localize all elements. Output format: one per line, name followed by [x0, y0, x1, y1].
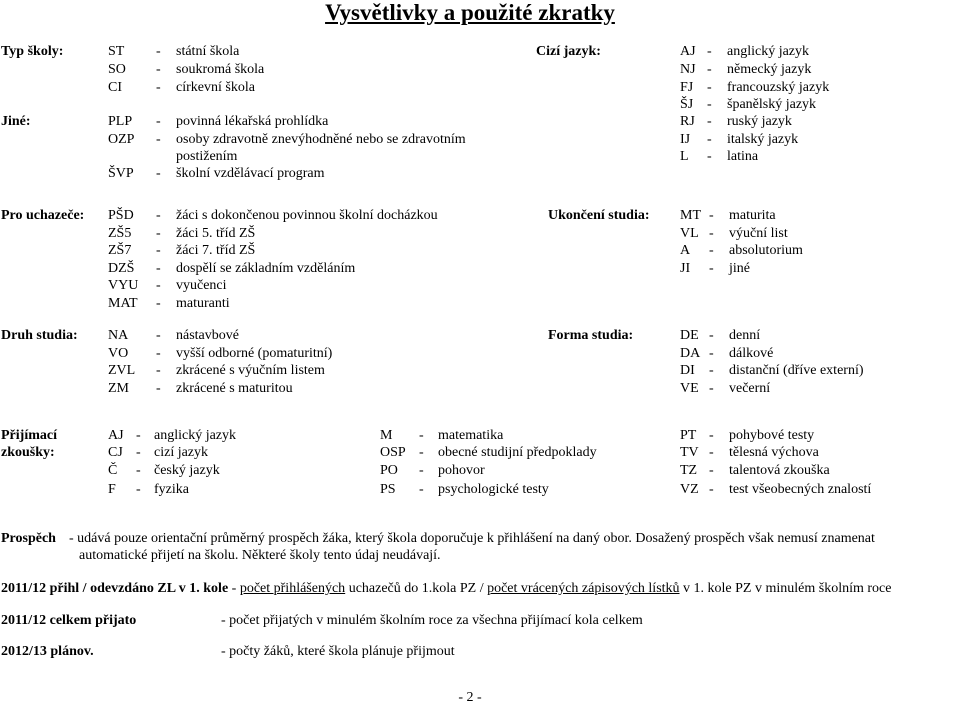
- abbrev-label: francouzský jazyk: [727, 80, 830, 95]
- dash: -: [707, 44, 712, 59]
- dash: -: [709, 226, 714, 241]
- abbrev-label: španělský jazyk: [727, 97, 817, 112]
- abbrev-label: jiné: [729, 261, 750, 276]
- abbrev-code: PLP: [108, 114, 133, 129]
- dash: -: [156, 363, 161, 378]
- dash: -: [156, 381, 161, 396]
- dash: -: [707, 80, 712, 95]
- abbrev-label: soukromá škola: [176, 62, 265, 77]
- dash: -: [707, 114, 712, 129]
- prospech-description-continued: automatické přijetí na školu. Některé školy tento údaj neudávají.: [79, 548, 441, 563]
- abbrev-code: CI: [108, 80, 122, 95]
- abbrev-code: M: [380, 428, 393, 443]
- abbrev-label: zkrácené s výučním listem: [176, 363, 325, 378]
- abbrev-label: večerní: [729, 381, 771, 396]
- dash: -: [156, 208, 161, 223]
- applications-2011-row: [1, 581, 891, 597]
- abbrev-code: FJ: [680, 80, 694, 95]
- abbrev-label: dálkové: [729, 346, 774, 361]
- dash: -: [709, 261, 714, 276]
- dash: -: [156, 296, 161, 311]
- abbrev-code: SO: [108, 62, 126, 77]
- abbrev-label: matematika: [438, 428, 504, 443]
- abbrev-label: test všeobecných znalostí: [729, 482, 872, 497]
- abbrev-code: DA: [680, 346, 701, 361]
- separator: -: [228, 581, 240, 596]
- applications-2011-end: v 1. kole PZ v minulém školním roce: [679, 581, 892, 596]
- dash: -: [156, 80, 161, 95]
- abbrev-label: anglický jazyk: [727, 44, 810, 59]
- abbrev-label: český jazyk: [154, 463, 220, 478]
- prospech-description: - udává pouze orientační průměrný prospěch žáka, který škola doporučuje k přihlášení na daný obor. Dosažený prospěch však nemusí znamenat: [69, 531, 875, 546]
- dash: -: [709, 243, 714, 258]
- abbrev-code: VL: [680, 226, 699, 241]
- abbrev-code: TV: [680, 445, 699, 460]
- planned-2012-description: - počty žáků, které škola plánuje přijmout: [221, 644, 455, 659]
- abbrev-label: denní: [729, 328, 761, 343]
- other-heading: Jiné:: [1, 114, 31, 129]
- abbrev-code: ŠJ: [680, 97, 694, 112]
- abbrev-label: maturanti: [176, 296, 230, 311]
- abbrev-code: OZP: [108, 132, 135, 147]
- abbrev-code: DI: [680, 363, 695, 378]
- abbrev-label: ruský jazyk: [727, 114, 792, 129]
- abbrev-label: německý jazyk: [727, 62, 812, 77]
- abbrev-code: AJ: [680, 44, 696, 59]
- abbrev-label: žáci 5. tříd ZŠ: [176, 226, 256, 241]
- dash: -: [156, 114, 161, 129]
- abbrev-code: PO: [380, 463, 398, 478]
- prospech-term: Prospěch: [1, 531, 56, 546]
- dash: -: [156, 62, 161, 77]
- study-form-heading: Forma studia:: [548, 328, 634, 343]
- abbrev-code: ZVL: [108, 363, 136, 378]
- abbrev-label: cizí jazyk: [154, 445, 209, 460]
- abbrev-label: dospělí se základním vzděláním: [176, 261, 356, 276]
- page-title: Vysvětlivky a použité zkratky: [325, 0, 615, 25]
- school-types-heading: Typ školy:: [1, 44, 64, 59]
- abbrev-code: NJ: [680, 62, 696, 77]
- dash: -: [136, 482, 141, 497]
- dash: -: [419, 445, 424, 460]
- applications-2011-mid: uchazečů do 1.kola PZ /: [345, 581, 488, 596]
- abbrev-code: L: [680, 149, 689, 164]
- abbrev-label: školní vzdělávací program: [176, 166, 325, 181]
- abbrev-label: zkrácené s maturitou: [176, 381, 293, 396]
- abbrev-label: státní škola: [176, 44, 240, 59]
- abbrev-label: osoby zdravotně znevýhodněné nebo se zdravotním: [176, 132, 466, 147]
- abbrev-label: výuční list: [729, 226, 788, 241]
- abbrev-label: psychologické testy: [438, 482, 549, 497]
- accepted-2011-description: - počet přijatých v minulém školním roce za všechna přijímací kola celkem: [221, 613, 643, 628]
- abbrev-code: AJ: [108, 428, 124, 443]
- abbrev-code: IJ: [680, 132, 691, 147]
- abbrev-code: VE: [680, 381, 699, 396]
- returned-slips-label: počet vrácených zápisových lístků: [487, 581, 680, 596]
- abbrev-code: A: [680, 243, 691, 258]
- abbrev-label: nástavbové: [176, 328, 239, 343]
- abbrev-code: Č: [108, 463, 118, 478]
- abbrev-code: MAT: [108, 296, 138, 311]
- dash: -: [709, 363, 714, 378]
- abbrev-code: ŠVP: [108, 166, 134, 181]
- abbrev-label: maturita: [729, 208, 776, 223]
- abbrev-code: ZŠ7: [108, 243, 132, 258]
- study-type-heading: Druh studia:: [1, 328, 78, 343]
- abbrev-label: anglický jazyk: [154, 428, 237, 443]
- dash: -: [707, 62, 712, 77]
- abbrev-label: pohybové testy: [729, 428, 815, 443]
- dash: -: [419, 482, 424, 497]
- dash: -: [156, 132, 161, 147]
- abbrev-label: tělesná výchova: [729, 445, 819, 460]
- dash: -: [156, 261, 161, 276]
- page-number: - 2 -: [458, 690, 482, 705]
- abbrev-label: žáci 7. tříd ZŠ: [176, 243, 256, 258]
- abbrev-code: MT: [680, 208, 701, 223]
- abbrev-label: vyučenci: [176, 278, 227, 293]
- dash: -: [136, 445, 141, 460]
- dash: -: [156, 346, 161, 361]
- abbrev-label: absolutorium: [729, 243, 803, 258]
- dash: -: [156, 243, 161, 258]
- abbrev-label: talentová zkouška: [729, 463, 830, 478]
- completion-heading: Ukončení studia:: [548, 208, 650, 223]
- abbrev-label: obecné studijní předpoklady: [438, 445, 597, 460]
- planned-2012-term: 2012/13 plánov.: [1, 644, 94, 659]
- abbrev-code: RJ: [680, 114, 695, 129]
- dash: -: [136, 463, 141, 478]
- abbrev-code: TZ: [680, 463, 698, 478]
- dash: -: [709, 463, 714, 478]
- dash: -: [156, 278, 161, 293]
- dash: -: [156, 166, 161, 181]
- abbrev-label: povinná lékařská prohlídka: [176, 114, 329, 129]
- dash: -: [709, 346, 714, 361]
- accepted-2011-term: 2011/12 celkem přijato: [1, 613, 137, 628]
- abbrev-code: DE: [680, 328, 699, 343]
- dash: -: [709, 428, 714, 443]
- dash: -: [707, 132, 712, 147]
- dash: -: [709, 482, 714, 497]
- abbrev-code: ZŠ5: [108, 226, 132, 241]
- dash: -: [709, 381, 714, 396]
- abbrev-label: italský jazyk: [727, 132, 799, 147]
- dash: -: [709, 208, 714, 223]
- abbrev-code: F: [108, 482, 116, 497]
- abbrev-label: žáci s dokončenou povinnou školní docházkou: [176, 208, 438, 223]
- applicants-count-label: počet přihlášených: [239, 581, 346, 596]
- dash: -: [707, 97, 712, 112]
- abbrev-code: NA: [108, 328, 129, 343]
- dash: -: [136, 428, 141, 443]
- abbrev-code: ST: [108, 44, 125, 59]
- abbrev-label: distanční (dříve externí): [729, 363, 864, 378]
- applicants-heading: Pro uchazeče:: [1, 208, 85, 223]
- dash: -: [156, 226, 161, 241]
- dash: -: [707, 149, 712, 164]
- abbrev-code: OSP: [380, 445, 406, 460]
- abbrev-code: PS: [380, 482, 396, 497]
- exams-heading-line1: Přijímací: [1, 428, 57, 443]
- abbrev-code: VO: [108, 346, 129, 361]
- dash: -: [419, 463, 424, 478]
- abbrev-code: PT: [680, 428, 697, 443]
- dash: -: [156, 328, 161, 343]
- abbrev-label: pohovor: [438, 463, 485, 478]
- abbrev-label: latina: [727, 149, 759, 164]
- foreign-language-heading: Cizí jazyk:: [536, 44, 601, 59]
- abbrev-label: vyšší odborné (pomaturitní): [176, 346, 333, 361]
- abbrev-code: DZŠ: [108, 261, 135, 276]
- dash: -: [709, 328, 714, 343]
- abbrev-code: CJ: [108, 445, 123, 460]
- abbrev-code: JI: [680, 261, 691, 276]
- applications-2011-term: 2011/12 přihl / odevzdáno ZL v 1. kole: [1, 581, 229, 596]
- exams-heading-line2: zkoušky:: [1, 445, 55, 460]
- abbrev-label: církevní škola: [176, 80, 255, 95]
- dash: -: [156, 44, 161, 59]
- abbrev-label: fyzika: [154, 482, 189, 497]
- abbrev-code: PŠD: [108, 208, 134, 223]
- abbrev-code: VYU: [108, 278, 139, 293]
- abbrev-code: ZM: [108, 381, 129, 396]
- dash: -: [709, 445, 714, 460]
- abbrev-code: VZ: [680, 482, 699, 497]
- abbrev-label-continued: postižením: [176, 149, 238, 164]
- dash: -: [419, 428, 424, 443]
